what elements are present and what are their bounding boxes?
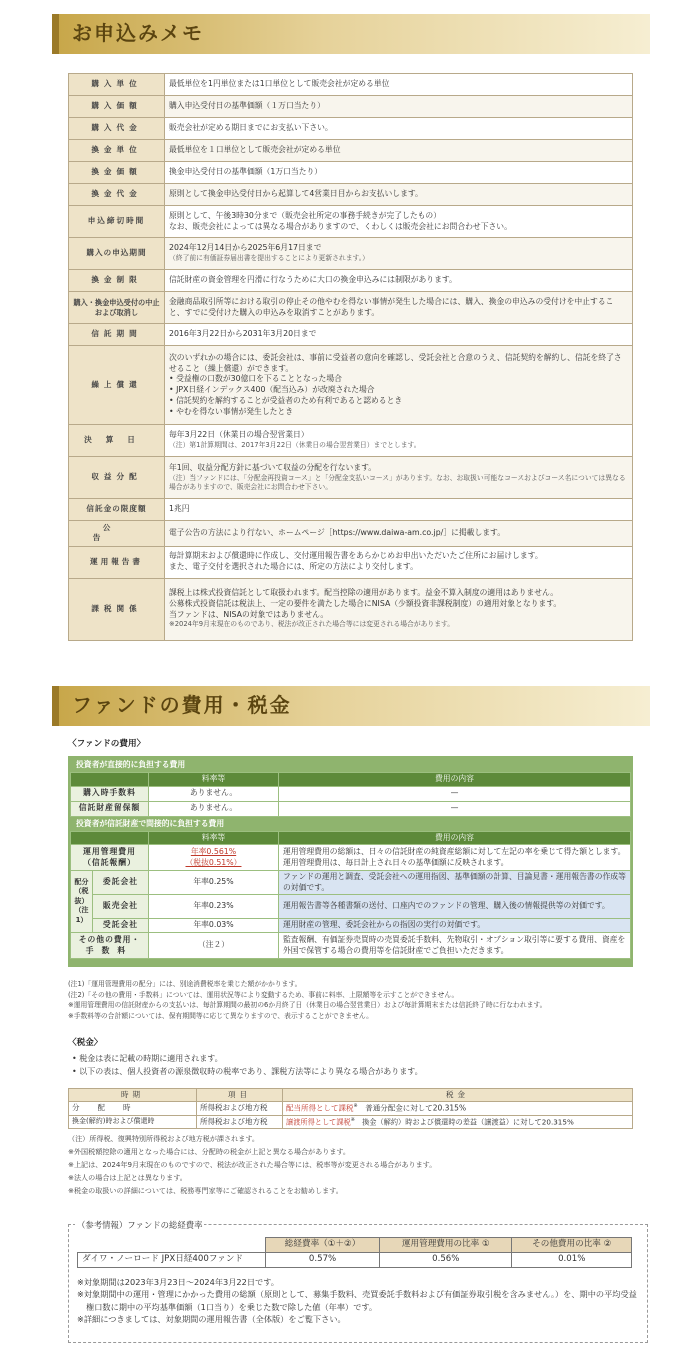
- fee-rate: 年率0.25%: [149, 871, 279, 895]
- direct-fees-bar: 投資者が直接的に負担する費用: [76, 760, 186, 769]
- memo-value: 1兆円: [165, 499, 633, 521]
- memo-value: 2024年12月14日から2025年6月17日まで （終了前に有価証券届出書を提出することにより更新されます。）: [165, 238, 633, 270]
- fee-label: その他の費用・ 手数料: [71, 933, 149, 959]
- fee-label: 受託会社: [93, 919, 149, 933]
- memo-value: 信託財産の資金管理を円滑に行なうために大口の換金申込みには制限があります。: [165, 270, 633, 292]
- memo-value: 電子公告の方法により行ない、ホームページ［https://www.daiwa-am.co.jp/］に掲載します。: [165, 521, 633, 547]
- memo-value: 換金申込受付日の基準価額（1万口当たり）: [165, 162, 633, 184]
- memo-section-header: [52, 14, 650, 54]
- reference-notes: ※対象期間は2023年3月23日～2024年3月22日です。 ※対象期間中の運用・管理にかかった費用の総額（原則として、募集手数料、売買委託手数料および有価証券取引税を含みません。）を、期中の平均受益権口数に期中の平均基準価額（1口当り）を乗じた数で除した値（年率）です。 ※詳細につきましては、対象期間の運用報告書（全体版）をご覧下さい。: [77, 1277, 637, 1324]
- fee-notes: (注1)「運用管理費用の配分」には、別途消費税率を乗じた額がかかります。 (注2)「その他の費用・手数料」については、運用状況等により変動するため、事前に料率、上限額等を示すことができません。 ※運用管理費用の信託財産からの支払いは、毎計算期間の最初の6か月終了日（休業日の場合翌営業日）および毎計算期末または信託終了時に行なわれます。 ※手数料等の合計額については、保有期間等に応じて異なりますので、表示することができません。: [68, 980, 547, 1020]
- list-item: • 以下の表は、個人投資者の源泉徴収時の税率であり、課税方法等により異なる場合があります。: [72, 1066, 423, 1076]
- fee-rate: 年率0.23%: [149, 895, 279, 919]
- table-row: ダイワ・ノーロード JPX日経400ファンド 0.57% 0.56% 0.01%: [78, 1253, 632, 1268]
- memo-value: 最低単位を１口単位として販売会社が定める単位: [165, 140, 633, 162]
- list-item: • JPX日経インデックス400（配当込み）が改廃された場合: [169, 385, 375, 394]
- memo-value: 毎計算期末および償還時に作成し、交付運用報告書をあらかじめお申出いただいたご住所にお届けします。 また、電子交付を選択された場合には、所定の方法により交付します。: [165, 546, 633, 578]
- col-header-rate: 料率等: [149, 773, 279, 787]
- memo-label: 購入代金: [69, 118, 165, 140]
- memo-value: 購入申込受付日の基準価額（１万口当たり）: [165, 96, 633, 118]
- list-item: • 受益権の口数が30億口を下ることとなった場合: [169, 374, 342, 384]
- memo-value: 原則として換金申込受付日から起算して4営業日目からお支払いします。: [165, 184, 633, 206]
- memo-value: 2016年3月22日から2031年3月20日まで: [165, 324, 633, 346]
- memo-label: 購入の申込期間: [69, 238, 165, 270]
- memo-value: 年1回、収益分配方針に基づいて収益の分配を行ないます。 （注）当ファンドには、「分配金再投資コース」と「分配金支払いコース」があります。なお、お取扱い可能なコースおよびコース名については異なる場合がありますので、販売会社にお問合わせ下さい。: [165, 457, 633, 499]
- memo-label: 課税関係: [69, 578, 165, 640]
- fee-rate: ありません。: [149, 786, 279, 801]
- memo-label: 購入・換金申込受付の中止および取消し: [69, 292, 165, 324]
- fee-rate: ありません。: [149, 801, 279, 816]
- fee-content: 運用財産の管理、委託会社からの指図の実行の対価です。: [279, 919, 631, 933]
- memo-label: 決算日: [69, 425, 165, 457]
- memo-label: 信託期間: [69, 324, 165, 346]
- memo-value: 販売会社が定める期日までにお支払い下さい。: [165, 118, 633, 140]
- tax-table: 時期 項目 税金 分配時 所得税および地方税 配当所得として課税※ 普通分配金に対して20.315% 換金(解約)時および償還時 所得税および地方税 譲渡所得として課税※ 換金（解約）時および償還時の差益（譲渡益）に対して20.315%: [68, 1088, 633, 1129]
- fees-title: ファンドの費用・税金: [72, 693, 292, 717]
- fee-label: 運用管理費用 （信託報酬）: [71, 845, 149, 871]
- indirect-fees-bar: 投資者が信託財産で間接的に負担する費用: [76, 818, 225, 828]
- fee-rate: （注２）: [149, 933, 279, 959]
- fee-rate: 年率0.03%: [149, 919, 279, 933]
- memo-label: 運用報告書: [69, 546, 165, 578]
- tax-subtitle: 〈税金〉: [68, 1038, 103, 1048]
- table-row: 換金(解約)時および償還時 所得税および地方税 譲渡所得として課税※ 換金（解約）時および償還時の差益（譲渡益）に対して20.315%: [69, 1115, 633, 1128]
- fund-fees-table: 投資者が直接的に負担する費用 料率等 費用の内容 購入時手数料 ありません。 — 信託財産留保額 ありません。 — 投資者が信託財産で間接的に負担する費用 料率等 費用の内容 運用管理費用 （信託報酬） 年率0.561% （税抜0.51%） 運用管理費用の総額は、日々の信託財産の純資産総額に対して左記の率を乗じて得た額とします。運用管理費用は、毎日計上され日々の基準価額に反映されます。 配分 （税抜） （注1） 委託会社 年率0.25% ファンドの運用と調査、受託会社への運用指図、基準価額の計算、目論見書・運用報告書の作成等の対価です。 販売会社 年率0.23% 運用報告書等各種書類の送付、口座内でのファンドの管理、購入後の情報提供等の対価です。 受託会社 年率0.03% 運用財産の管理、委託会社からの指図の実行の対価です。 その他の費用・ 手数料 （注２） 監査報酬、有価証券売買時の売買委託手数料、先物取引・オプション取引等に要する費用、資産を外国で保管する場合の費用等を信託財産でご負担いただきます。: [68, 756, 633, 967]
- fee-label: 販売会社: [93, 895, 149, 919]
- table-row: 分配時 所得税および地方税 配当所得として課税※ 普通分配金に対して20.315%: [69, 1102, 633, 1116]
- fee-label: 購入時手数料: [71, 786, 149, 801]
- tax-bullets: [72, 1053, 423, 1079]
- memo-label: 公告: [69, 521, 165, 547]
- fee-content: —: [279, 801, 631, 816]
- memo-value: 金融商品取引所等における取引の停止その他やむを得ない事情が発生した場合には、購入、換金の申込みの受付けを中止すること、すでに受付けた購入の申込みを取消すことがあります。: [165, 292, 633, 324]
- memo-value: 次のいずれかの場合には、委託会社は、事前に受益者の意向を確認し、受託会社と合意のうえ、信託契約を解約し、信託を終了させること（繰上償還）ができます。 • 受益権の口数が30億口を下ることとなった場合 • JPX日経インデックス400（配当込み）が改廃された場合 • 信託契約を解約することが受益者のため有利であると認めるとき • やむを得ない事情が発生したとき: [165, 346, 633, 425]
- fee-content: ファンドの運用と調査、受託会社への運用指図、基準価額の計算、目論見書・運用報告書の作成等の対価です。: [279, 871, 631, 895]
- fee-label: 委託会社: [93, 871, 149, 895]
- reference-box: [68, 1220, 648, 1343]
- fee-content: 運用管理費用の総額は、日々の信託財産の純資産総額に対して左記の率を乗じて得た額とします。運用管理費用は、毎日計上され日々の基準価額に反映されます。: [279, 845, 631, 871]
- memo-label: 収益分配: [69, 457, 165, 499]
- memo-value: 原則として、午後3時30分まで（販売会社所定の事務手続きが完了したもの） なお、販売会社によっては異なる場合がありますので、くわしくは販売会社にお問合わせ下さい。: [165, 206, 633, 238]
- fee-rate: 年率0.561% （税抜0.51%）: [149, 845, 279, 871]
- fee-label: 信託財産留保額: [71, 801, 149, 816]
- tax-notes: （注）所得税、復興特別所得税および地方税が課されます。 ※外国税額控除の適用となった場合には、分配時の税金が上記と異なる場合があります。 ※上記は、2024年9月末現在のものですので、税法が改正された場合等には、税率等が変更される場合があります。 ※法人の場合は上記とは異なります。 ※税金の取扱いの詳細については、税務専門家等にご確認されることをお勧めします。: [68, 1134, 437, 1196]
- list-item: • 税金は表に記載の時期に適用されます。: [72, 1054, 223, 1063]
- memo-label: 換金単位: [69, 140, 165, 162]
- memo-value: 最低単位を1円単位または1口単位として販売会社が定める単位: [165, 74, 633, 96]
- memo-value: 課税上は株式投資信託として取扱われます。配当控除の適用があります。益金不算入制度の適用はありません。 公募株式投資信託は税法上、一定の要件を満たした場合にNISA（少額投資非課税制度）の適用対象となります。 当ファンドは、NISAの対象ではありません。 ※2024年9月末現在のものであり、税法が改正された場合等には変更される場合があります。: [165, 578, 633, 640]
- memo-label: 繰上償還: [69, 346, 165, 425]
- fund-fees-subtitle: 〈ファンドの費用〉: [68, 739, 146, 749]
- fee-content: 監査報酬、有価証券売買時の売買委託手数料、先物取引・オプション取引等に要する費用、資産を外国で保管する場合の費用等を信託財産でご負担いただきます。: [279, 933, 631, 959]
- col-header-content: 費用の内容: [279, 773, 631, 787]
- expense-ratio-table: 総経費率（①＋②） 運用管理費用の比率 ① その他費用の比率 ② ダイワ・ノーロード JPX日経400ファンド 0.57% 0.56% 0.01%: [77, 1237, 632, 1268]
- application-memo-table: [68, 73, 633, 641]
- memo-value: 毎年3月22日（休業日の場合翌営業日） （注）第1計算期間は、2017年3月22日（休業日の場合翌営業日）までとします。: [165, 425, 633, 457]
- col-header-label: [71, 773, 149, 787]
- list-item: • やむを得ない事情が発生したとき: [169, 406, 294, 416]
- memo-label: 購入単位: [69, 74, 165, 96]
- memo-title: お申込みメモ: [72, 21, 204, 45]
- memo-label: 信託金の限度額: [69, 499, 165, 521]
- memo-label: 換金価額: [69, 162, 165, 184]
- fee-content: 運用報告書等各種書類の送付、口座内でのファンドの管理、購入後の情報提供等の対価です。: [279, 895, 631, 919]
- memo-label: 申込締切時間: [69, 206, 165, 238]
- memo-label: 換金制限: [69, 270, 165, 292]
- list-item: • 信託契約を解約することが受益者のため有利であると認めるとき: [169, 395, 403, 405]
- fees-section-header: [52, 686, 650, 726]
- fee-content: —: [279, 786, 631, 801]
- reference-title: （参考情報）ファンドの総経費率: [77, 1220, 203, 1230]
- memo-label: 購入価額: [69, 96, 165, 118]
- allocation-label: 配分 （税抜） （注1）: [71, 871, 93, 933]
- memo-label: 換金代金: [69, 184, 165, 206]
